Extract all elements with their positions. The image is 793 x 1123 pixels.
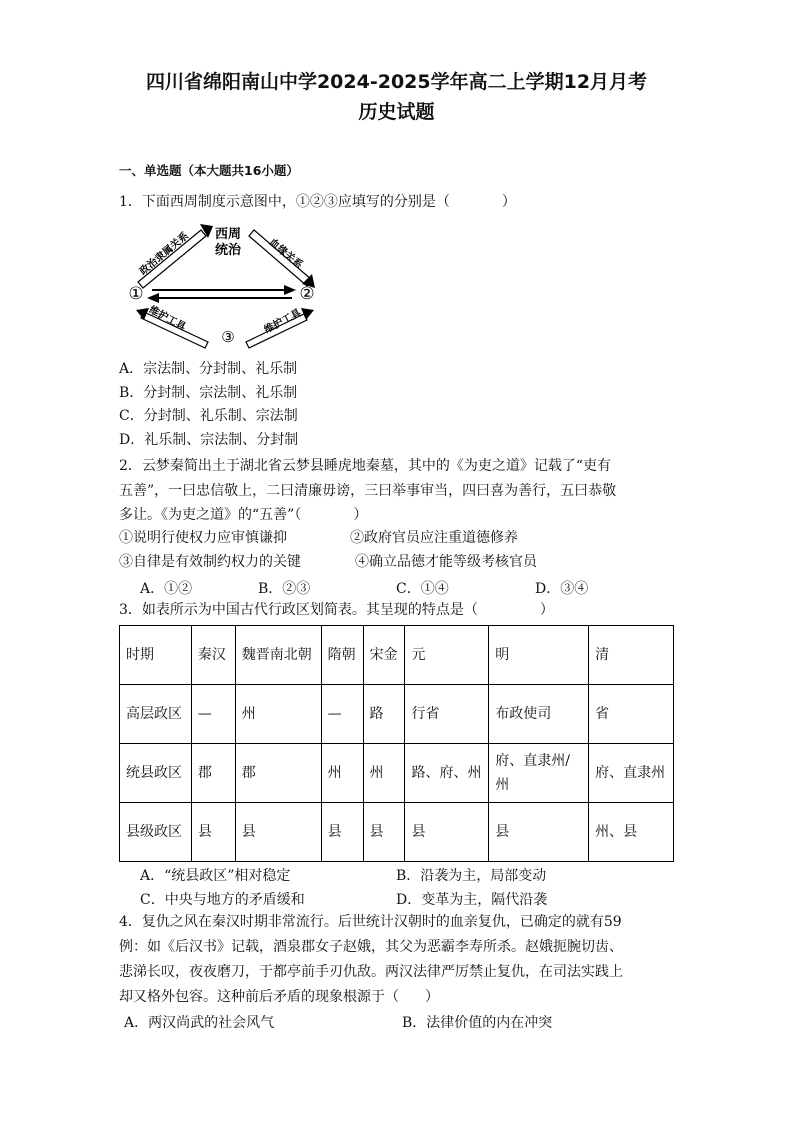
q4-line-2: 例：如《后汉书》记载，酒泉郡女子赵娥，其父为恶霸李寿所杀。赵娥扼腕切齿、 [119, 939, 623, 955]
table-header-cell: 时期 [120, 626, 192, 685]
table-cell: 县 [235, 803, 321, 862]
table-header-row [120, 626, 674, 685]
q2-line-2: 五善”，一曰忠信敬上，二曰清廉毋谤，三曰举事审当，四曰喜为善行，五曰恭敬 [119, 483, 617, 499]
q1-option-a: A．宗法制、分封制、礼乐制 [119, 361, 298, 377]
q1-option-c: C．分封制、礼乐制、宗法制 [119, 408, 298, 424]
table-cell: 布政使司 [489, 685, 589, 744]
q2-item-3: ③自律是有效制约权力的关键 [119, 554, 301, 570]
table-cell: 府、直隶州/州 [489, 744, 589, 803]
q1-stem-end: ） [501, 194, 516, 210]
table-cell: 县 [321, 803, 363, 862]
section-heading: 一、单选题（本大题共16小题） [119, 163, 299, 178]
table-cell: 县 [191, 803, 235, 862]
diagram-right-top-label: 血缘关系 [266, 237, 305, 272]
diagram-left-bottom-label: 维护工具 [146, 304, 188, 334]
table-cell: 路、府、州 [405, 744, 489, 803]
q2-line-1: 2．云梦秦简出土于湖北省云梦县睡虎地秦墓，其中的《为吏之道》记载了“吏有 [119, 458, 612, 474]
q3-option-b: B．沿袭为主，局部变动 [396, 868, 547, 884]
diagram-left-top-label: 政治隶属关系 [137, 230, 191, 278]
admin-division-table [119, 625, 674, 862]
diagram-center-line1: 西周 [214, 227, 242, 242]
table-row [120, 744, 674, 803]
table-cell: 州 [321, 744, 363, 803]
table-cell: 州、县 [589, 803, 674, 862]
table-cell: 统县政区 [120, 744, 192, 803]
diagram-node-1: ① [128, 284, 144, 304]
table-cell: 县级政区 [120, 803, 192, 862]
q4-option-a: A．两汉尚武的社会风气 [124, 1015, 275, 1031]
q3-option-d: D．变革为主，隔代沿袭 [396, 892, 548, 908]
table-cell: 郡 [191, 744, 235, 803]
table-cell: 州 [235, 685, 321, 744]
table-cell: 郡 [235, 744, 321, 803]
table-header-cell: 明 [489, 626, 589, 685]
diagram-center-line2: 统治 [214, 243, 242, 258]
diagram-node-2: ② [299, 284, 315, 304]
q3-stem [119, 601, 554, 619]
page-title: 四川省绵阳南山中学2024-2025学年高二上学期12月月考 [145, 71, 648, 93]
table-cell: 县 [489, 803, 589, 862]
q3-stem-text: 3．如表所示为中国古代行政区划简表。其呈现的特点是（ [119, 602, 478, 618]
q2-option-d: D．③④ [535, 581, 589, 597]
blood-relation-arrow [249, 230, 315, 288]
q4-line-3: 悲涕长叹，夜夜磨刀，于都亭前手刃仇敌。两汉法律严厉禁止复仇，在司法实践上 [119, 964, 623, 980]
q2-item-2: ②政府官员应注重道德修养 [350, 530, 518, 546]
q4-line-4-end: ） [425, 989, 439, 1005]
q2-option-b: B．②③ [258, 581, 311, 597]
q3-stem-end: ） [539, 602, 554, 618]
q2-line-3-text: 多让。《为吏之道》的“五善”（ [119, 507, 302, 523]
q2-option-c: C．①④ [396, 581, 449, 597]
political-subordination-arrow [138, 224, 213, 288]
q2-option-a: A．①② [140, 581, 193, 597]
q4-option-b: B．法律价值的内在冲突 [402, 1015, 553, 1031]
table-header-cell: 宋金 [363, 626, 405, 685]
western-zhou-system-diagram [116, 218, 326, 353]
table-header-cell: 魏晋南北朝 [235, 626, 321, 685]
q2-item-1: ①说明行使权力应审慎谦抑 [119, 530, 287, 546]
table-row [120, 685, 674, 744]
q2-line-3-end: ） [353, 507, 368, 523]
table-cell: 州 [363, 744, 405, 803]
table-header-cell: 元 [405, 626, 489, 685]
table-cell: — [321, 685, 363, 744]
diagram-right-bottom-label: 维护工具 [262, 307, 304, 337]
diagram-node-3: ③ [221, 328, 235, 346]
table-cell: 县 [363, 803, 405, 862]
mutual-arrows [147, 285, 296, 303]
table-row [120, 803, 674, 862]
q3-option-a: A．“统县政区”相对稳定 [140, 868, 291, 884]
q1-option-d: D．礼乐制、宗法制、分封制 [119, 432, 299, 448]
table-cell: — [191, 685, 235, 744]
table-cell: 路 [363, 685, 405, 744]
table-cell: 省 [589, 685, 674, 744]
q2-line-3 [119, 506, 367, 524]
table-cell: 行省 [405, 685, 489, 744]
q1-option-b: B．分封制、宗法制、礼乐制 [119, 385, 298, 401]
q4-line-4 [119, 988, 439, 1006]
q1-stem-text: 1．下面西周制度示意图中，①②③应填写的分别是（ [119, 194, 450, 210]
table-cell: 县 [405, 803, 489, 862]
q2-item-4: ④确立品德才能等级考核官员 [355, 554, 537, 570]
page-subtitle: 历史试题 [358, 101, 435, 123]
table-cell: 府、直隶州 [589, 744, 674, 803]
q4-line-4-text: 却又格外包容。这种前后矛盾的现象根源于（ [119, 989, 399, 1005]
table-header-cell: 清 [589, 626, 674, 685]
q4-line-1: 4．复仇之风在秦汉时期非常流行。后世统计汉朝时的血亲复仇，已确定的就有59 [119, 914, 622, 930]
question-1-stem [119, 193, 516, 211]
table-header-cell: 隋朝 [321, 626, 363, 685]
table-cell: 高层政区 [120, 685, 192, 744]
table-header-cell: 秦汉 [191, 626, 235, 685]
q3-option-c: C．中央与地方的矛盾缓和 [140, 892, 305, 908]
